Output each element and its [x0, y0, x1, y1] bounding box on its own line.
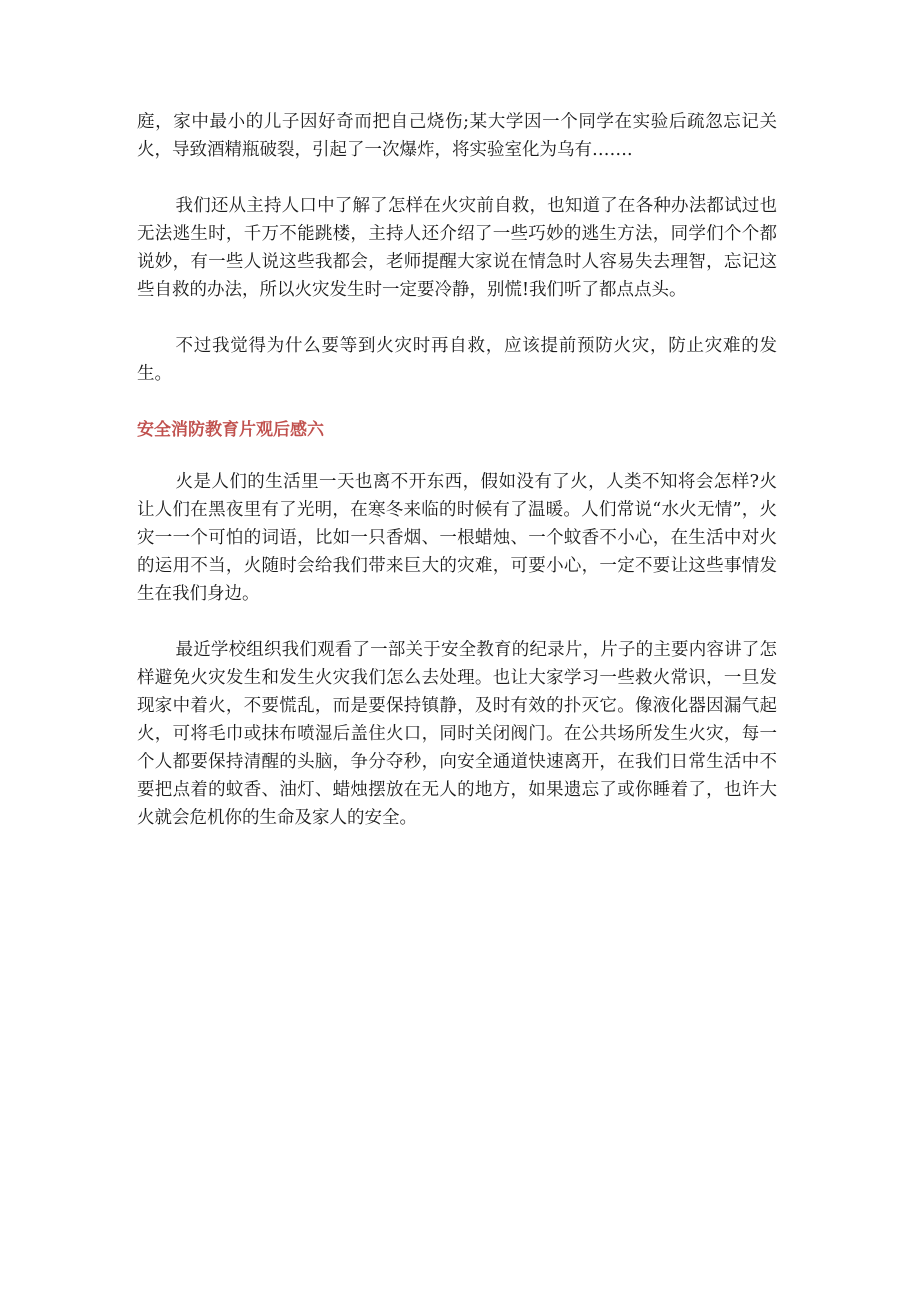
paragraph-fire-in-life: 火是人们的生活里一天也离不开东西，假如没有了火，人类不知将会怎样?火让人们在黑夜里有了光明，在寒冬来临的时候有了温暖。人们常说“水火无情”，火灾一一个可怕的词语，比如一只香烟、一根蜡烛、一个蚊香不小心，在生活中对火的运用不当，火随时会给我们带来巨大的灾难，可要小心，一定不要让这些事情发生在我们身边。 [137, 472, 777, 604]
paragraph-self-rescue: 我们还从主持人口中了解了怎样在火灾前自救，也知道了在各种办法都试过也无法逃生时，千万不能跳楼，主持人还介绍了一些巧妙的逃生方法，同学们个个都说妙，有一些人说这些我都会，老师提醒大家说在情急时人容易失去理智，忘记这些自救的办法，所以火灾发生时一定要冷静，别慌!我们听了都点点头。 [137, 196, 777, 300]
paragraph-continuation: 庭，家中最小的儿子因好奇而把自己烧伤;某大学因一个同学在实验后疏忽忘记关火，导致酒精瓶破裂，引起了一次爆炸，将实验室化为乌有……. [137, 112, 777, 160]
paragraph-documentary: 最近学校组织我们观看了一部关于安全教育的纪录片，片子的主要内容讲了怎样避免火灾发生和发生火灾我们怎么去处理。也让大家学习一些救火常识，一旦发现家中着火，不要慌乱，而是要保持镇静，及时有效的扑灭它。像液化器因漏气起火，可将毛巾或抹布喷湿后盖住火口，同时关闭阀门。在公共场所发生火灾，每一个人都要保持清醒的头脑，争分夺秒，向安全通道快速离开，在我们日常生活中不要把点着的蚊香、油灯、蜡烛摆放在无人的地方，如果遗忘了或你睡着了，也许大火就会危机你的生命及家人的安全。 [137, 640, 777, 828]
section-heading: 安全消防教育片观后感六 [137, 420, 324, 440]
paragraph-prevention: 不过我觉得为什么要等到火灾时再自救，应该提前预防火灾，防止灾难的发生。 [137, 336, 777, 384]
document-page [137, 108, 777, 860]
